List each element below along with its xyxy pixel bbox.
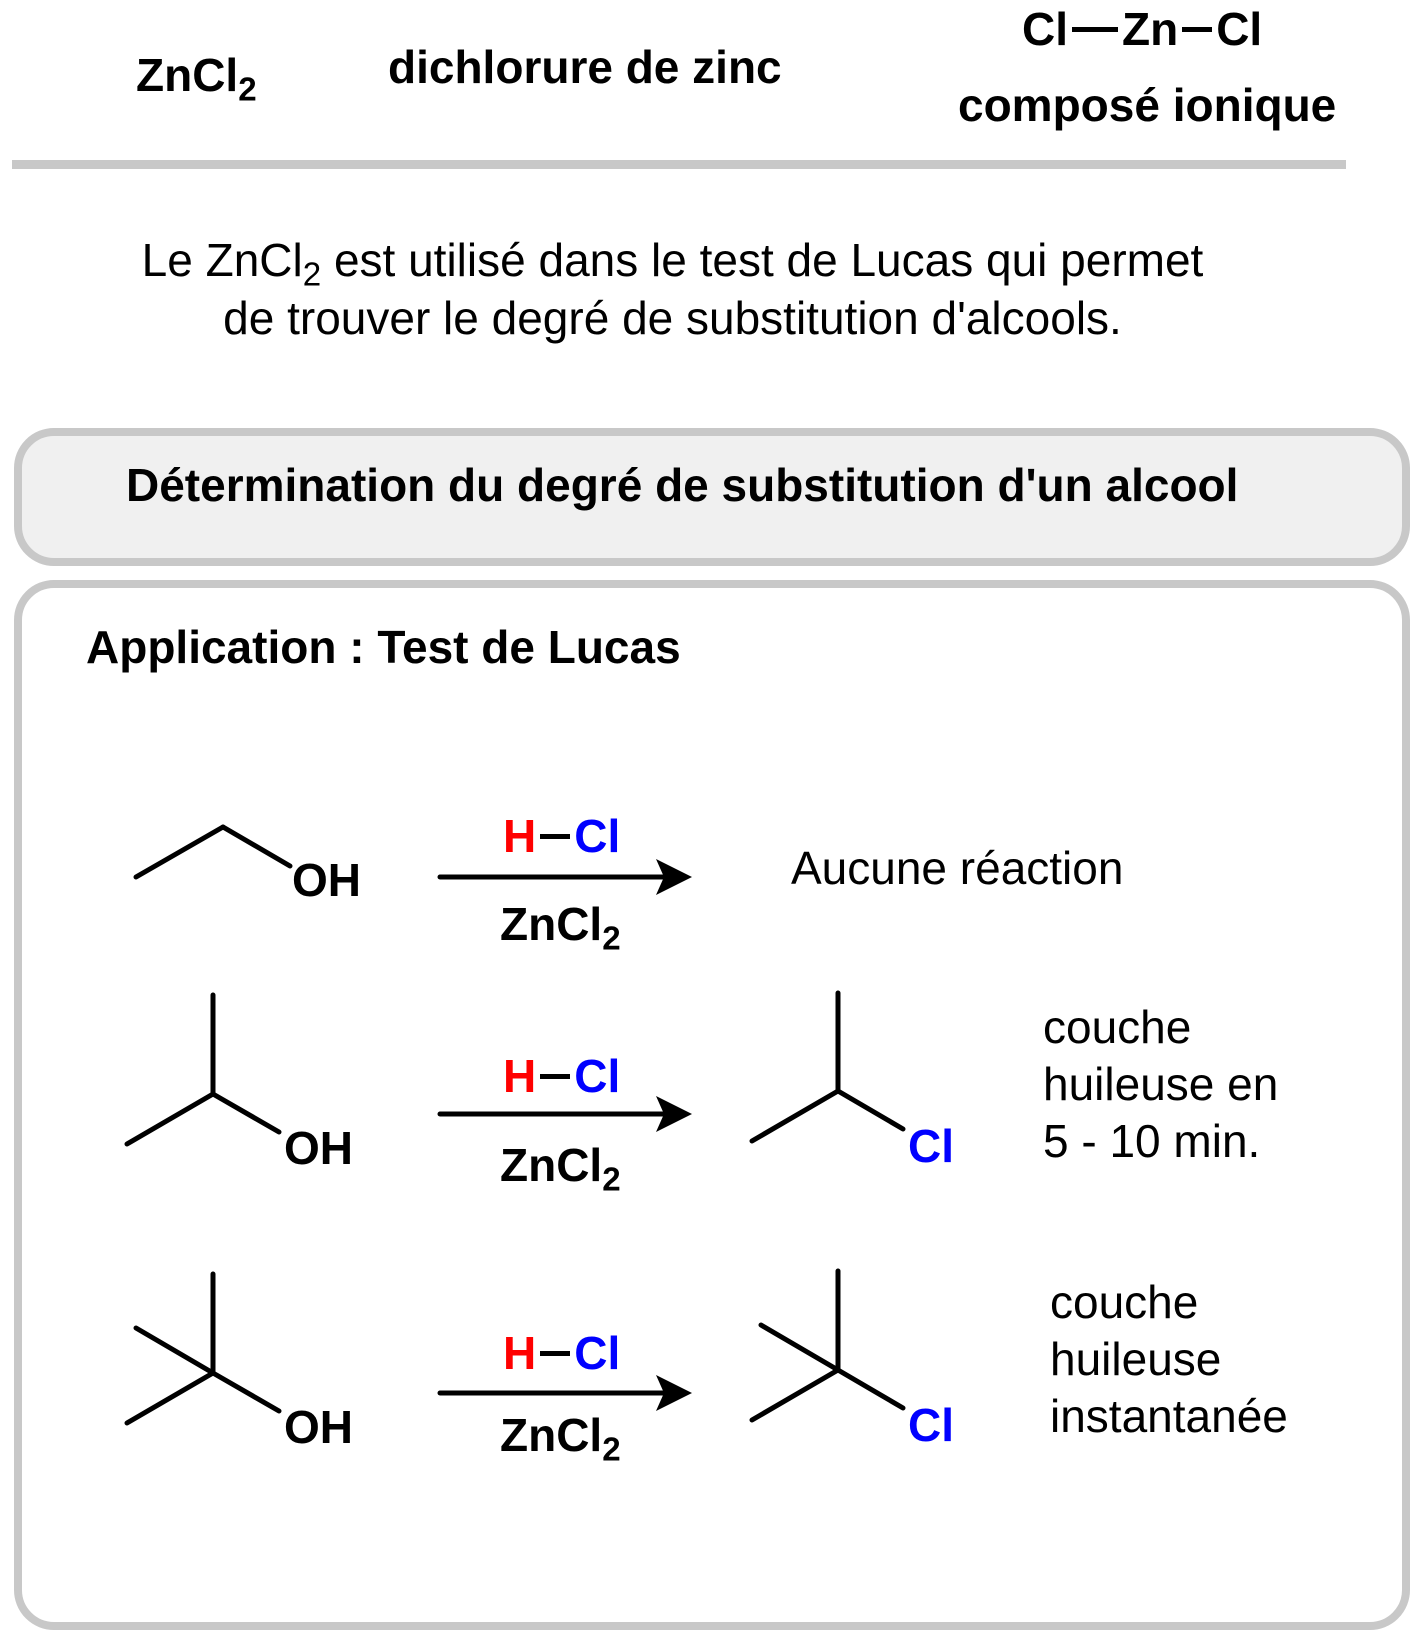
bond-line [127,1094,213,1144]
intro-line-1: Le ZnCl$_2$ est utilisé dans le test de Lucas qui permet [141,234,1204,294]
section-title: Application : Test de Lucas [86,621,681,673]
catalyst-zncl2: ZnCl$_2$ [500,898,621,958]
catalyst-zncl2: ZnCl$_2$ [500,1139,621,1199]
formula-zncl2: ZnCl$_2$ [136,49,257,109]
isopropanol-skeleton [127,995,279,1144]
hydroxyl-label: OH [284,1401,353,1453]
bond-line [838,1370,903,1408]
chlorine-label: Cl [908,1399,954,1451]
bond-line [136,1328,213,1373]
panel-title: Détermination du degré de substitution d'un alcool [126,459,1239,511]
bond-dash [540,834,570,839]
bond-dash [540,1351,570,1356]
chloropropane-skeleton [752,993,903,1141]
bond-line [136,827,223,877]
structural-formula: Cl Zn Cl [1022,3,1263,55]
compound-type: composé ionique [958,79,1337,131]
hydroxyl-label: OH [284,1122,353,1174]
bond-line [761,1325,838,1370]
bond-line [752,1370,838,1420]
bond-line [752,1091,838,1141]
chlorine-label: Cl [908,1120,954,1172]
reagent-hcl: H Cl [503,810,621,862]
compound-name: dichlorure de zinc [388,41,782,93]
observation-note: couche huileuse instantanée [1050,1276,1288,1442]
ethanol-skeleton [136,827,290,877]
bond-dash [540,1074,570,1079]
bond-line [127,1373,213,1423]
reagent-hcl: H Cl [503,1327,621,1379]
result-no-reaction: Aucune réaction [791,842,1124,894]
intro-line-2: de trouver le degré de substitution d'alcools. [223,292,1122,344]
tert-butanol-skeleton [127,1274,279,1423]
bond-line [213,1094,279,1132]
catalyst-zncl2: ZnCl$_2$ [500,1409,621,1469]
tert-butyl-chloride-skeleton [752,1271,903,1420]
observation-note: couche huileuse en 5 - 10 min. [1043,1001,1279,1167]
reagent-hcl: H Cl [503,1050,621,1102]
bond-line [213,1373,279,1411]
bond-line [838,1091,903,1129]
hydroxyl-label: OH [292,854,361,906]
bond-line [223,827,290,866]
